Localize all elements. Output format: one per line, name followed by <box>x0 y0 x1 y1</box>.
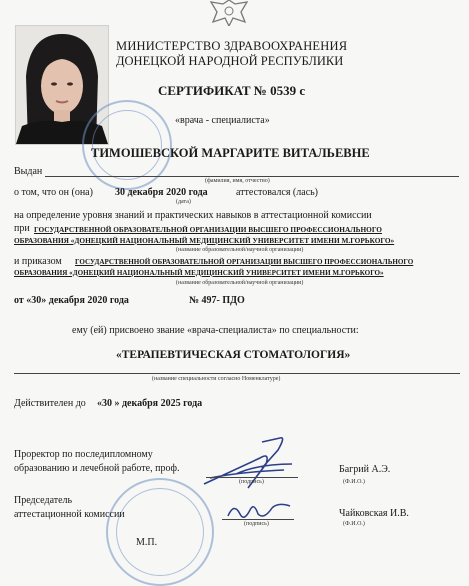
about-prefix: о том, что он (она) <box>14 187 93 198</box>
certificate-title: СЕРТИФИКАТ № 0539 с <box>158 83 306 98</box>
org-line-2: ОБРАЗОВАНИЯ «ДОНЕЦКИЙ НАЦИОНАЛЬНЫЙ МЕДИЦИНСКИЙ УНИВЕРСИТЕТ ИМЕНИ М.ГОРЬКОГО» <box>14 236 395 245</box>
order-number: № 497- ПДО <box>189 295 245 306</box>
org-caption: (название образовательной/научной организации) <box>176 247 304 253</box>
order-org-caption: (название образовательной/научной организации) <box>176 280 304 286</box>
ministry-line-2: ДОНЕЦКОЙ НАРОДНОЙ РЕСПУБЛИКИ <box>116 54 344 68</box>
prorector-name: Багрий А.Э. <box>339 464 391 475</box>
issued-label: Выдан <box>14 166 43 177</box>
specialty-caption: (название специальности согласно Номенклатуре) <box>152 376 281 382</box>
order-prefix: и приказом <box>14 256 62 267</box>
chair-title-line-2: аттестационной комиссии <box>14 509 125 520</box>
order-date: от «30» декабря 2020 года <box>14 295 129 306</box>
chair-signature-caption: (подпись) <box>244 521 269 527</box>
attest-suffix: аттестовался (лась) <box>236 187 319 198</box>
holder-name: ТИМОШЕВСКОЙ МАРГАРИТЕ ВИТАЛЬЕВНЕ <box>91 146 370 160</box>
attest-date: 30 декабря 2020 года <box>115 187 208 198</box>
chair-name-caption: (Ф.И.О.) <box>343 521 365 527</box>
at-label: при <box>14 223 30 234</box>
prorector-title-line-2: образованию и лечебной работе, проф. <box>14 463 180 474</box>
stamp-mark: М.П. <box>136 537 158 548</box>
prorector-signature-caption: (подпись) <box>239 479 264 485</box>
chair-title-line-1: Председатель <box>14 495 73 506</box>
prorector-title-line-1: Проректор по последипломному <box>14 449 153 460</box>
order-org-line-2: ОБРАЗОВАНИЯ «ДОНЕЦКИЙ НАЦИОНАЛЬНЫЙ МЕДИЦИНСКИЙ УНИВЕРСИТЕТ ИМЕНИ М.ГОРЬКОГО» <box>14 269 384 277</box>
prorector-name-caption: (Ф.И.О.) <box>343 479 365 485</box>
specialty: «ТЕРАПЕВТИЧЕСКАЯ СТОМАТОЛОГИЯ» <box>116 349 351 361</box>
holder-caption: (фамилия, имя, отчество) <box>205 178 270 184</box>
chair-name: Чайковская И.В. <box>339 508 409 519</box>
order-org-line-1: ГОСУДАРСТВЕННОЙ ОБРАЗОВАТЕЛЬНОЙ ОРГАНИЗАЦИИ ВЫСШЕГО ПРОФЕССИОНАЛЬНОГО <box>75 258 414 266</box>
blue-stamp-bottom <box>106 478 214 586</box>
valid-until-label: Действителен до <box>14 398 86 409</box>
ministry-line-1: МИНИСТЕРСТВО ЗДРАВООХРАНЕНИЯ <box>116 39 348 53</box>
title-assigned-line: ему (ей) присвоено звание «врача-специалиста» по специальности: <box>72 325 359 336</box>
valid-until-value: «30 » декабря 2025 года <box>97 398 203 409</box>
date-caption: (дата) <box>176 199 191 205</box>
commission-line: на определение уровня знаний и практических навыков в аттестационной комиссии <box>14 210 372 221</box>
org-line-1: ГОСУДАРСТВЕННОЙ ОБРАЗОВАТЕЛЬНОЙ ОРГАНИЗАЦИИ ВЫСШЕГО ПРОФЕССИОНАЛЬНОГО <box>34 225 382 234</box>
certificate-subtitle: «врача - специалиста» <box>175 115 270 126</box>
coat-of-arms-icon <box>205 0 253 26</box>
